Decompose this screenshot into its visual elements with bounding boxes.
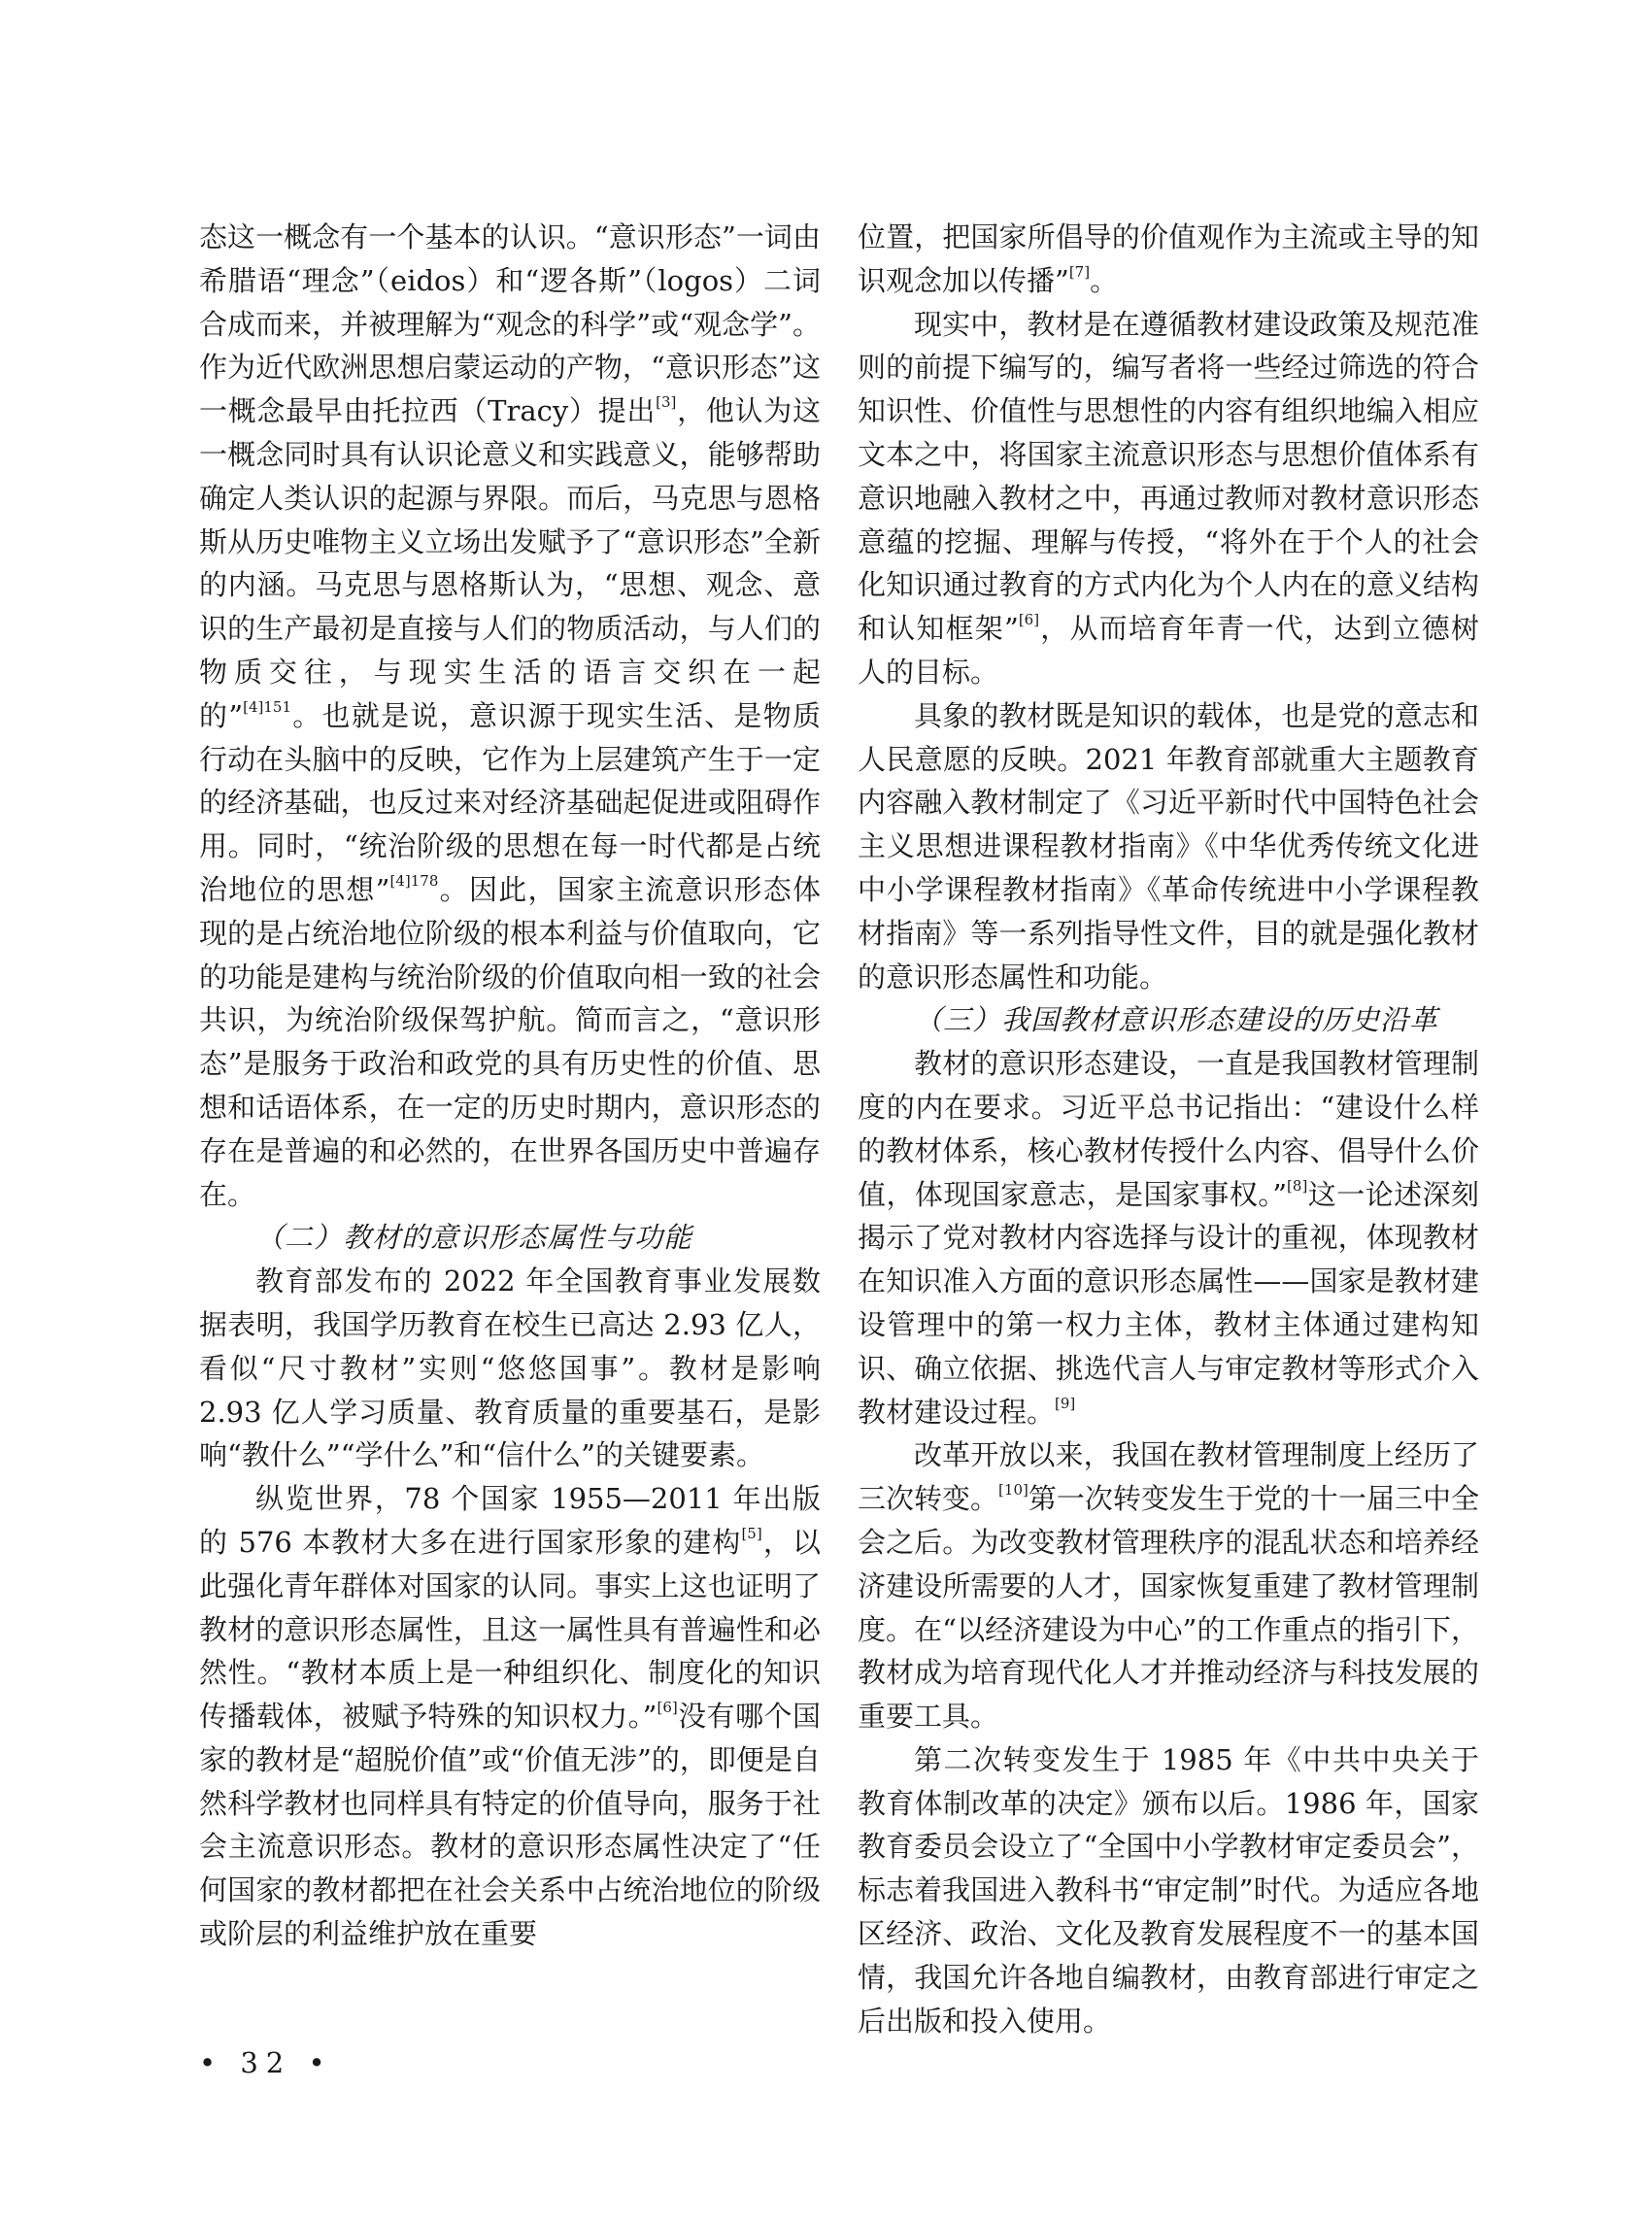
citation: [6]: [657, 1699, 678, 1717]
citation: [4]178: [389, 871, 439, 890]
paragraph: 位置，把国家所倡导的价值观作为主流或主导的知识观念加以传播”[7]。: [858, 220, 1479, 297]
paragraph: 现实中，教材是在遵循教材建设政策及规范准则的前提下编写的，编写者将一些经过筛选的符合知识性、价值性与思想性的内容有组织地编入相应文本之中，将国家主流意识形态与思想价值体系有意识地融入教材之中，再通过教师对教材意识形态意蕴的挖掘、理解与传授，“将外在于个人的社会化知识通过教育的方式内化为个人内在的意义结构和认知框架”[6]，从而培育年青一代，达到立德树人的目标。: [858, 307, 1479, 689]
citation: [6]: [1018, 611, 1040, 629]
page-number: • 32 •: [199, 2046, 333, 2079]
citation: [8]: [1287, 1176, 1308, 1195]
left-column: [199, 216, 821, 1956]
paragraph: 纵览世界，78 个国家 1955—2011 年出版的 576 本教材大多在进行国家形象的建构[5]，以此强化青年群体对国家的认同。事实上这也证明了教材的意识形态属性，且这一属性具有普遍性和必然性。“教材本质上是一种组织化、制度化的知识传播载体，被赋予特殊的知识权力。”[6]没有哪个国家的教材是“超脱价值”或“价值无涉”的，即便是自然科学教材也同样具有特定的价值导向，服务于社会主流意识形态。教材的意识形态属性决定了“任何国家的教材都把在社会关系中占统治地位的阶级或阶层的利益维护放在重要: [199, 1482, 821, 1951]
citation: [7]: [1068, 262, 1091, 281]
paragraph: 教育部发布的 2022 年全国教育事业发展数据表明，我国学历教育在校生已高达 2.93 亿人，看似“尺寸教材”实则“悠悠国事”。教材是影响 2.93 亿人学习质量、教育质量的重要基石，是影响“教什么”“学什么”和“信什么”的关键要素。: [199, 1264, 821, 1472]
citation: [9]: [1055, 1394, 1076, 1412]
section-heading: （三）我国教材意识形态建设的历史沿革: [914, 1003, 1439, 1037]
section-heading: （二）教材的意识形态属性与功能: [255, 1221, 693, 1255]
paragraph: 改革开放以来，我国在教材管理制度上经历了三次转变。[10]第一次转变发生于党的十一届三中全会之后。为改变教材管理秩序的混乱状态和培养经济建设所需要的人才，国家恢复重建了教材管理制度。在“以经济建设为中心”的工作重点的指引下，教材成为培育现代化人才并推动经济与科技发展的重要工具。: [858, 1438, 1479, 1734]
citation: [5]: [741, 1524, 762, 1542]
citation: [4]151: [243, 697, 291, 716]
paragraph: 具象的教材既是知识的载体，也是党的意志和人民意愿的反映。2021 年教育部就重大主题教育内容融入教材制定了《习近平新时代中国特色社会主义思想进课程教材指南》《中华优秀传统文化进中小学课程教材指南》《革命传统进中小学课程教材指南》等一系列指导性文件，目的就是强化教材的意识形态属性和功能。: [858, 698, 1479, 994]
paragraph: 第二次转变发生于 1985 年《中共中央关于教育体制改革的决定》颁布以后。1986 年，国家教育委员会设立了“全国中小学教材审定委员会”，标志着我国进入教科书“审定制”时代。为适应各地区经济、政治、文化及教育发展程度不一的基本国情，我国允许各地自编教材，由教育部进行审定之后出版和投入使用。: [858, 1742, 1479, 2038]
citation: [10]: [998, 1481, 1028, 1500]
paragraph: 教材的意识形态建设，一直是我国教材管理制度的内在要求。习近平总书记指出：“建设什么样的教材体系，核心教材传授什么内容、倡导什么价值，体现国家意志，是国家事权。”[8]这一论述深刻揭示了党对教材内容选择与设计的重视，体现教材在知识准入方面的意识形态属性——国家是教材建设管理中的第一权力主体，教材主体通过建构知识、确立依据、挑选代言人与审定教材等形式介入教材建设过程。[9]: [858, 1047, 1479, 1429]
right-column: [858, 216, 1479, 2042]
paragraph: 态这一概念有一个基本的认识。“意识形态”一词由希腊语“理念”（eidos）和“逻各斯”（logos）二词合成而来，并被理解为“观念的科学”或“观念学”。作为近代欧洲思想启蒙运动的产物，“意识形态”这一概念最早由托拉西（Tracy）提出[3]，他认为这一概念同时具有认识论意义和实践意义，能够帮助确定人类认识的起源与界限。而后，马克思与恩格斯从历史唯物主义立场出发赋予了“意识形态”全新的内涵。马克思与恩格斯认为，“思想、观念、意识的生产最初是直接与人们的物质活动，与人们的物质交往，与现实生活的语言交织在一起的”$^{[4]151}$。也就是说，意识源于现实生活、是物质行动在头脑中的反映，它作为上层建筑产生于一定的经济基础，也反过来对经济基础起促进或阻碍作用。同时，“统治阶级的思想在每一时代都是占统治地位的思想”$^{[4]178}$。因此，国家主流意识形态体现的是占统治地位阶级的根本利益与价值取向，它的功能是建构与统治阶级的价值取向相一致的社会共识，为统治阶级保驾护航。简而言之，“意识形态”是服务于政治和政党的具有历史性的价值、思想和话语体系，在一定的历史时期内，意识形态的存在是普遍的和必然的，在世界各国历史中普遍存在。: [199, 220, 821, 1211]
citation: [3]: [656, 393, 677, 412]
